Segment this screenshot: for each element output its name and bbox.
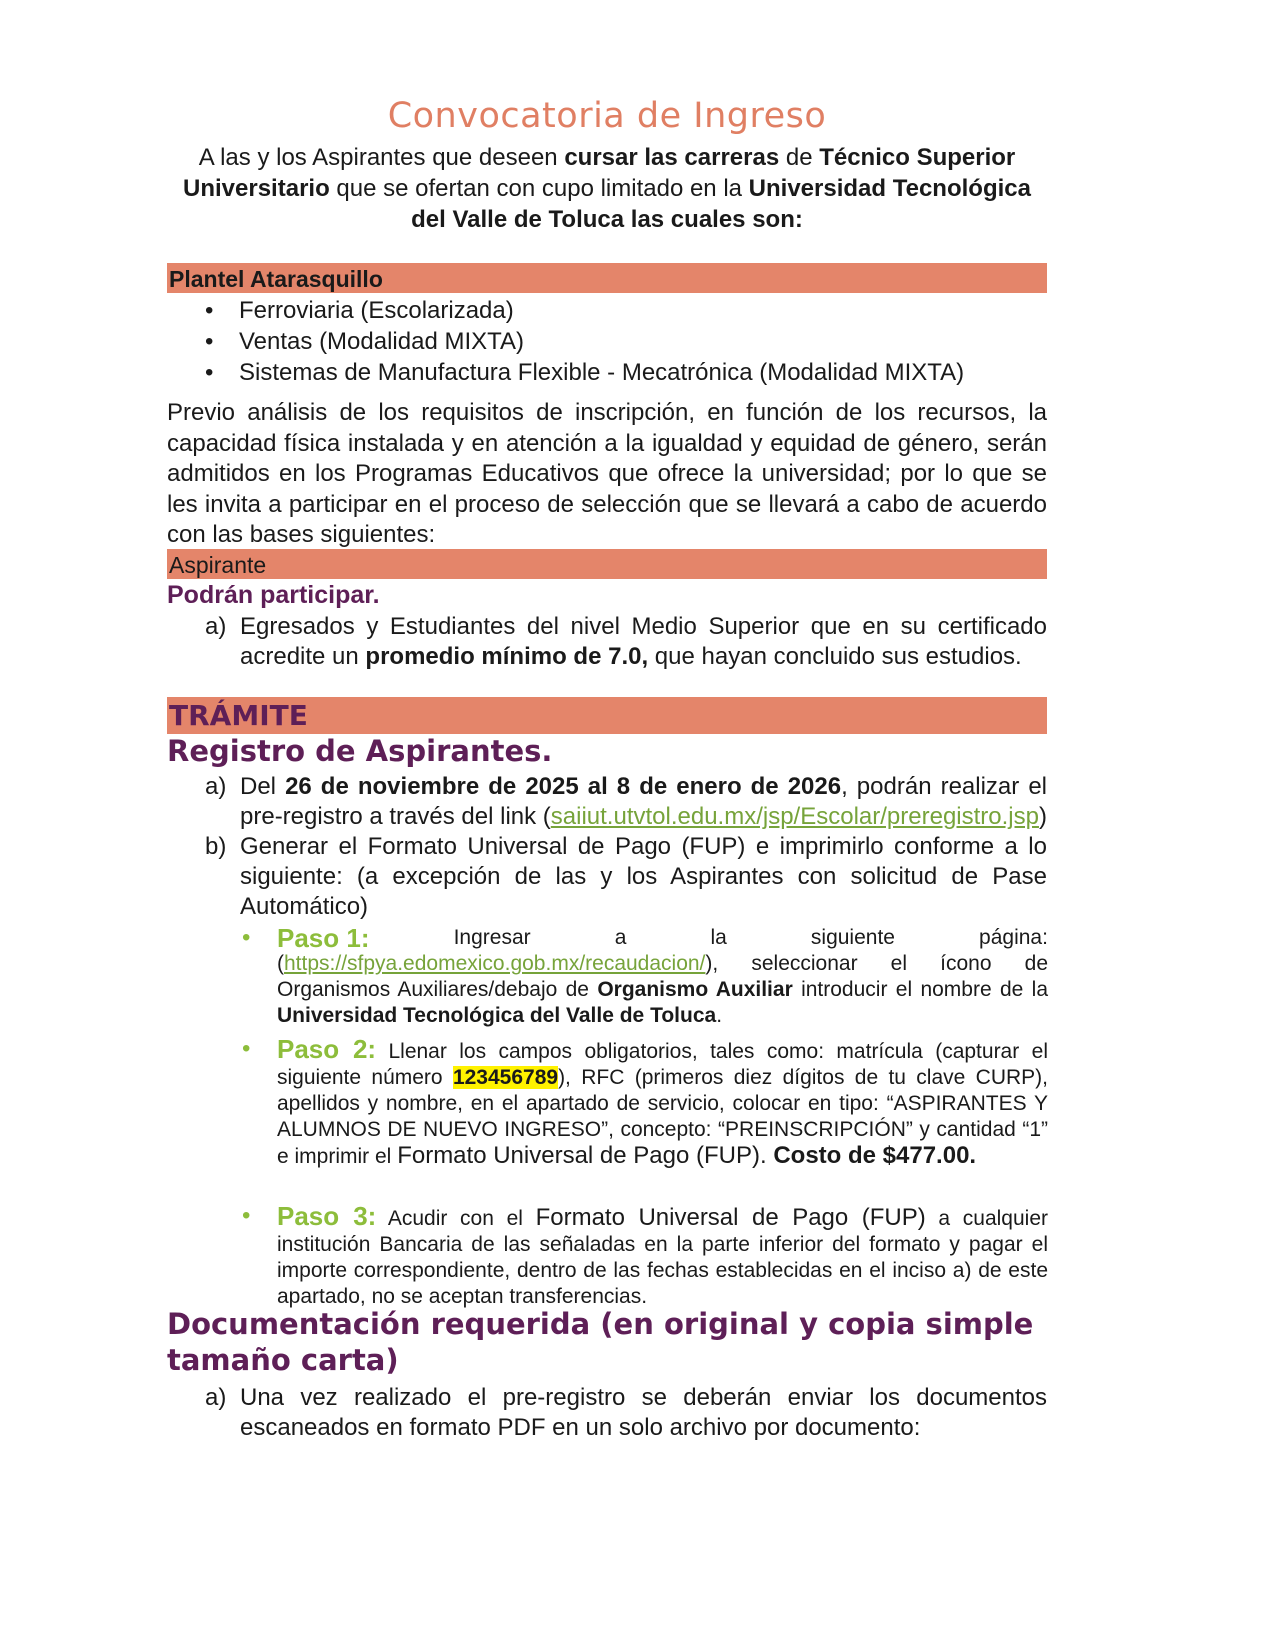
career-list (205, 295, 964, 388)
date-range: 26 de noviembre de 2025 al 8 de enero de 2026 (285, 773, 842, 800)
item-text: Una vez realizado el pre-registro se deberán enviar los documentos escaneados en formato PDF en un solo archivo por documento: (240, 1384, 1047, 1441)
aspirante-item-a (205, 612, 1047, 672)
intro-bold: Técnico Superior Universitario (183, 144, 1016, 202)
career-item: • Sistemas de Manufactura Flexible - Mecatrónica (Modalidad MIXTA) (205, 357, 964, 388)
paso-text-part: ), RFC (primeros diez dígitos de tu clave CURP), apellidos y nombre, en el apartado de servicio, colocar en tipo: “ASPIRANTES Y ALUMNOS DE NUEVO INGRESO”, concepto: “PREINSCRIPCIÓN” y cantidad “1” e imprimir el (277, 1066, 1048, 1168)
paso-text-part: Formato Universal de Pago (FUP) (535, 1204, 926, 1231)
paso-1 (242, 925, 1048, 1029)
item-text-part: que hayan concluido sus estudios. (648, 643, 1022, 670)
paso-text-part: introducir el nombre de la (792, 978, 1048, 1001)
item-text: Generar el Formato Universal de Pago (FUP) e imprimirlo conforme a lo siguiente: (a excepción de las y los Aspirantes con solicitud de Pase Automático) (240, 833, 1047, 920)
item-label: a) (205, 773, 227, 800)
paso-text-part: Acudir con el (376, 1207, 536, 1230)
paso-text (277, 925, 1048, 1029)
word: página: (979, 926, 1048, 949)
tramite-heading-bar (167, 697, 1047, 734)
paso-2 (242, 1036, 1048, 1170)
document-title: Convocatoria de Ingreso (387, 96, 827, 136)
career-item: • Ferroviaria (Escolarizada) (205, 295, 964, 326)
paso-first-line (277, 925, 1048, 951)
paso-label: Paso 1: (277, 923, 370, 953)
item-label: a) (205, 613, 227, 640)
item-text-part: Egresados y Estudiantes del nivel Medio Superior que en su certificado acredite un (240, 613, 1047, 670)
registro-heading: Registro de Aspirantes. (167, 734, 553, 768)
paso-text-part: a cualquier institución Bancaria de las señaladas en la parte inferior del formato y pagar el importe correspondiente, dentro de las fechas establecidas en el inciso a) de este apartado, no se aceptan transferencias. (277, 1207, 1048, 1308)
aspirante-heading-bar (167, 549, 1047, 579)
bullet-icon: • (242, 1202, 251, 1229)
paso-text-part: ), seleccionar el ícono de Organismos Auxiliares/debajo de (277, 952, 1048, 1001)
documentacion-heading: Documentación requerida (en original y copia simple tamaño carta) (167, 1307, 1034, 1377)
tramite-item-a (205, 772, 1047, 832)
item-label: a) (205, 1384, 227, 1411)
intro-text: A las y los Aspirantes que deseen (198, 144, 565, 171)
intro-text: que se ofertan con cupo limitado en la (329, 175, 749, 202)
paso-label: Paso 2: (277, 1034, 377, 1064)
documentacion-item-a (205, 1383, 1047, 1443)
item-text (240, 772, 1047, 832)
bullet-icon: • (242, 924, 251, 951)
podran-participar-heading: Podrán participar. (167, 581, 380, 609)
previo-paragraph: Previo análisis de los requisitos de inscripción, en función de los recursos, la capacidad física instalada y en atención a la igualdad y equidad de género, serán admitidos en los Programas Educativos que ofrece la universidad; por lo que se les invita a participar en el proceso de selección que se llevará a cabo de acuerdo con las bases siguientes: (167, 399, 1047, 548)
tramite-item-b (205, 832, 1047, 922)
item-text-part: Del (240, 773, 286, 800)
item-label: b) (205, 833, 227, 860)
paso-bold: Universidad Tecnológica del Valle de Toluca (277, 1004, 717, 1027)
word: la (710, 926, 727, 949)
paso-bold: Organismo Auxiliar (597, 978, 793, 1001)
plantel-heading-bar (167, 263, 1047, 293)
preregistro-link[interactable]: saiiut.utvtol.edu.mx/jsp/Escolar/preregistro.jsp (550, 803, 1039, 830)
matricula-highlight: 123456789 (452, 1066, 559, 1089)
bullet-icon: • (242, 1035, 251, 1062)
item-text-part: ) (1038, 803, 1047, 830)
intro-bold: Universidad Tecnológica del Valle de Toluca las cuales son: (411, 175, 1031, 233)
paso-text-part: . (716, 1004, 723, 1027)
paso-label: Paso 3: (277, 1201, 377, 1231)
plantel-heading: Plantel Atarasquillo (169, 266, 383, 292)
intro-text: de (779, 144, 820, 171)
word: siguiente (810, 926, 895, 949)
item-text-part: , podrán realizar el pre-registro a través del link ( (240, 773, 1047, 830)
word: Ingresar (453, 926, 531, 949)
intro-bold: cursar las carreras (564, 144, 780, 171)
cost: Costo de $477.00. (766, 1142, 977, 1169)
intro-paragraph (167, 142, 1047, 235)
paso-text-part: Llenar los campos obligatorios, tales como: matrícula (capturar el siguiente número (277, 1040, 1048, 1089)
paren: ( (277, 952, 284, 975)
paso-text (277, 1203, 1048, 1310)
tramite-heading: TRÁMITE (169, 699, 308, 732)
item-bold: promedio mínimo de 7.0, (365, 643, 649, 670)
word: a (614, 926, 627, 949)
paso-text (277, 1036, 1048, 1170)
paso-3 (242, 1203, 1048, 1310)
aspirante-heading: Aspirante (169, 552, 267, 578)
career-item: • Ventas (Modalidad MIXTA) (205, 326, 964, 357)
item-text (240, 612, 1047, 672)
recaudacion-link[interactable]: https://sfpya.edomexico.gob.mx/recaudacion/ (284, 952, 706, 975)
paso-text-part: Formato Universal de Pago (FUP). (397, 1142, 767, 1169)
